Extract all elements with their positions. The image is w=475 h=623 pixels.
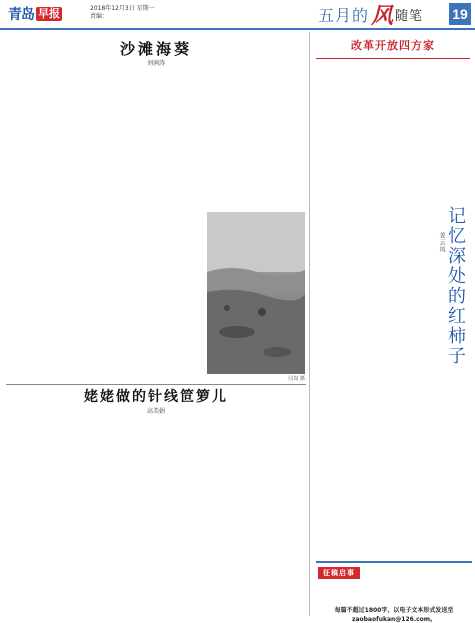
article-divider	[6, 384, 306, 385]
article2-title: 姥姥做的针线笸箩儿	[84, 389, 228, 405]
issue-date: 2018年12月3日 星期一	[90, 5, 155, 12]
page-header	[0, 0, 475, 30]
article3-author: 姜云凤	[438, 232, 445, 253]
article1-col1	[8, 72, 104, 376]
column-banner	[318, 34, 468, 56]
beach-photo	[207, 212, 305, 374]
banner-rule	[316, 58, 470, 59]
column-banner-text: 改革开放四方家	[351, 39, 435, 52]
article2-col1	[8, 420, 104, 616]
issue-meta	[90, 5, 300, 21]
call-for-papers	[316, 561, 472, 623]
section-title-part3: 随笔	[395, 8, 424, 24]
column-divider	[309, 32, 310, 616]
photo-caption: 闫岚 摄	[288, 376, 305, 382]
article1-author: 刘润涛	[146, 60, 165, 67]
beach-photo-image	[207, 212, 305, 374]
article1-title: 沙滩海葵	[119, 40, 192, 58]
page-number: 19	[449, 3, 471, 25]
article3-body	[318, 216, 436, 560]
article2-author: 高美娟	[146, 408, 165, 415]
call-for-papers-contact: 每篇不超过1800字，以电子文本形式发送至 zaobaofukan@126.com。	[334, 607, 454, 623]
section-title-part1: 五月的	[318, 5, 370, 25]
section-title	[318, 2, 424, 29]
call-for-papers-tag: 征稿启事	[318, 567, 360, 579]
logo-text: 青岛	[8, 7, 34, 23]
article1-col2	[108, 72, 204, 376]
newspaper-logo	[8, 4, 62, 24]
logo-mark: 早报	[38, 7, 60, 20]
section-title-part2: 风	[371, 2, 394, 29]
article3-intro	[318, 62, 436, 212]
issue-editors: 责编：	[90, 13, 109, 20]
article2-col2	[108, 420, 204, 616]
article2-col3	[208, 420, 304, 616]
call-for-papers-text	[318, 581, 470, 603]
article3-title: 记忆深处的红柿子	[445, 206, 466, 366]
